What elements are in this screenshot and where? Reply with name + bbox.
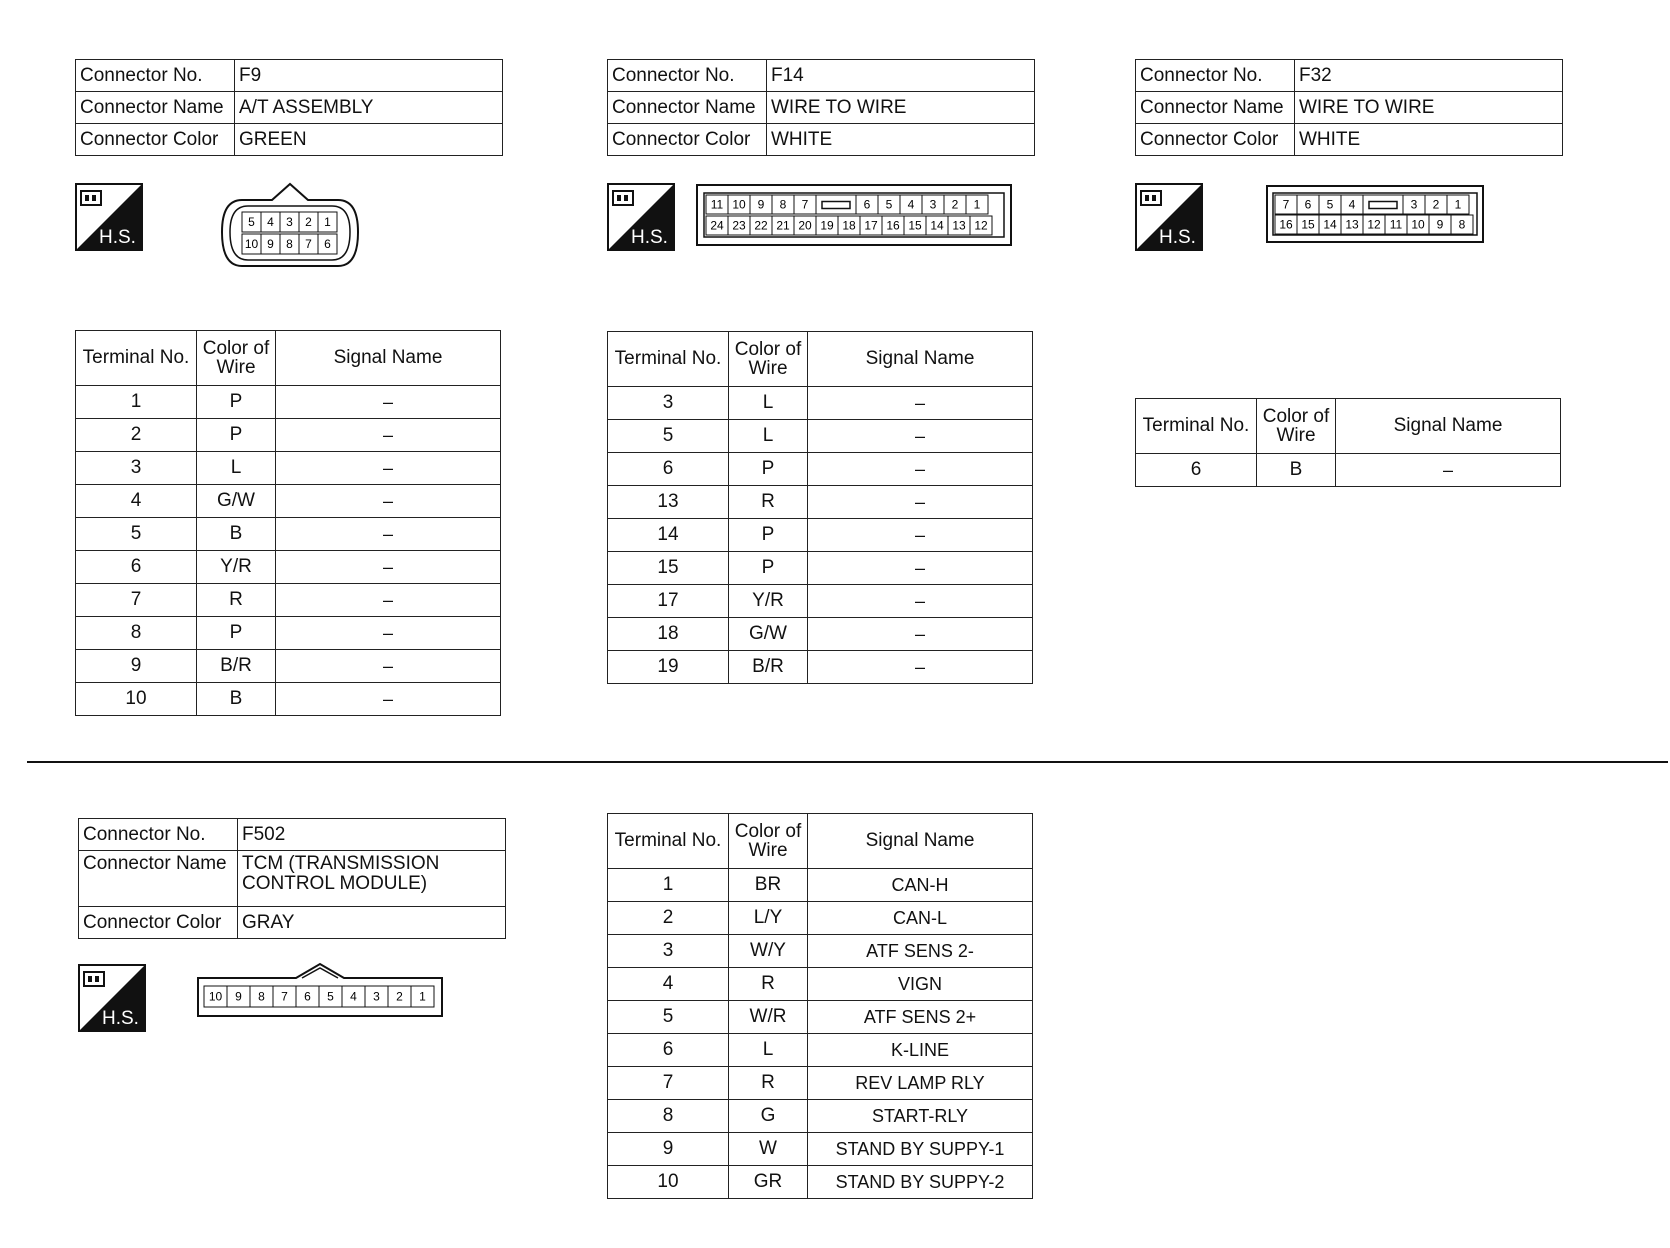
terminal-no-cell: 2 bbox=[76, 419, 197, 452]
pin-number: 9 bbox=[235, 989, 242, 1004]
terminal-table-f14 bbox=[607, 331, 1033, 684]
connector-color-value: GRAY bbox=[238, 907, 506, 939]
connector-color-label: Connector Color bbox=[608, 124, 767, 156]
pin-number: 9 bbox=[757, 197, 765, 212]
hs-icon bbox=[607, 183, 675, 251]
pin-number: 4 bbox=[350, 989, 357, 1004]
terminal-no-cell: 5 bbox=[76, 518, 197, 551]
wire-color-cell: L bbox=[729, 1034, 808, 1067]
table-row bbox=[608, 902, 1033, 935]
connector-name-value: WIRE TO WIRE bbox=[767, 92, 1035, 124]
terminal-no-cell: 3 bbox=[608, 387, 729, 420]
pin-number: 2 bbox=[1432, 197, 1440, 212]
wire-color-cell: P bbox=[729, 519, 808, 552]
signal-name-cell: ATF SENS 2+ bbox=[808, 1001, 1033, 1034]
signal-name-cell: CAN-L bbox=[808, 902, 1033, 935]
wire-color-cell: R bbox=[197, 584, 276, 617]
hs-label: H.S. bbox=[99, 227, 136, 248]
connector-face-f14 bbox=[695, 183, 1013, 247]
pin-number: 5 bbox=[1326, 197, 1334, 212]
table-row bbox=[76, 485, 501, 518]
pin-number: 6 bbox=[304, 989, 311, 1004]
terminal-no-cell: 1 bbox=[76, 386, 197, 419]
wire-color-cell: G bbox=[729, 1100, 808, 1133]
connector-info-f32 bbox=[1135, 59, 1563, 156]
connector-no-value: F502 bbox=[238, 819, 506, 851]
wire-color-header: Color of Wire bbox=[729, 332, 808, 387]
signal-name-cell: – bbox=[808, 618, 1033, 651]
wire-color-cell: P bbox=[729, 552, 808, 585]
terminal-no-cell: 6 bbox=[608, 1034, 729, 1067]
signal-name-cell: – bbox=[276, 584, 501, 617]
table-row bbox=[608, 651, 1033, 684]
connector-info-f14 bbox=[607, 59, 1035, 156]
table-row bbox=[608, 552, 1033, 585]
wire-color-cell: L bbox=[197, 452, 276, 485]
pin-number: 3 bbox=[286, 215, 293, 229]
terminal-no-cell: 3 bbox=[608, 935, 729, 968]
terminal-no-cell: 6 bbox=[608, 453, 729, 486]
table-row bbox=[608, 935, 1033, 968]
signal-name-cell: – bbox=[276, 683, 501, 716]
pin-number: 19 bbox=[820, 218, 834, 233]
terminal-no-cell: 10 bbox=[608, 1166, 729, 1199]
terminal-no-cell: 4 bbox=[76, 485, 197, 518]
connector-color-value: GREEN bbox=[235, 124, 503, 156]
connector-name-value: WIRE TO WIRE bbox=[1295, 92, 1563, 124]
connector-no-value: F32 bbox=[1295, 60, 1563, 92]
pin-number: 6 bbox=[1304, 197, 1312, 212]
connector-no-label: Connector No. bbox=[76, 60, 235, 92]
hs-icon bbox=[78, 964, 146, 1032]
wire-color-cell: BR bbox=[729, 869, 808, 902]
pin-number: 11 bbox=[1389, 217, 1403, 232]
pin-number: 15 bbox=[908, 218, 922, 233]
wire-color-cell: P bbox=[197, 617, 276, 650]
signal-name-cell: – bbox=[808, 453, 1033, 486]
wire-color-cell: B/R bbox=[197, 650, 276, 683]
connector-name-value: A/T ASSEMBLY bbox=[235, 92, 503, 124]
signal-name-cell: – bbox=[276, 452, 501, 485]
terminal-no-header: Terminal No. bbox=[76, 331, 197, 386]
pin-number: 12 bbox=[1367, 217, 1381, 232]
table-row bbox=[608, 1034, 1033, 1067]
pin-number: 5 bbox=[248, 215, 255, 229]
pin-number: 3 bbox=[1410, 197, 1418, 212]
terminal-table-f9 bbox=[75, 330, 501, 716]
pin-number: 4 bbox=[907, 197, 915, 212]
terminal-no-header: Terminal No. bbox=[608, 332, 729, 387]
signal-name-cell: VIGN bbox=[808, 968, 1033, 1001]
pin-number: 16 bbox=[886, 218, 900, 233]
table-row bbox=[608, 1001, 1033, 1034]
terminal-no-cell: 4 bbox=[608, 968, 729, 1001]
wire-color-cell: W bbox=[729, 1133, 808, 1166]
pin-number: 4 bbox=[1348, 197, 1356, 212]
wire-color-header: Color of Wire bbox=[197, 331, 276, 386]
pin-number: 23 bbox=[732, 218, 746, 233]
connector-face-f9 bbox=[218, 182, 363, 270]
terminal-no-cell: 8 bbox=[608, 1100, 729, 1133]
connector-color-label: Connector Color bbox=[76, 124, 235, 156]
connector-info-f502 bbox=[78, 818, 506, 939]
terminal-no-cell: 7 bbox=[608, 1067, 729, 1100]
terminal-no-header: Terminal No. bbox=[608, 814, 729, 869]
table-row bbox=[76, 386, 501, 419]
pin-number: 17 bbox=[864, 218, 878, 233]
terminal-no-cell: 1 bbox=[608, 869, 729, 902]
signal-name-cell: – bbox=[808, 651, 1033, 684]
pin-number: 14 bbox=[1323, 217, 1337, 232]
wire-color-cell: L bbox=[729, 420, 808, 453]
connector-key-icon bbox=[822, 202, 850, 209]
pin-number: 13 bbox=[952, 218, 966, 233]
table-row bbox=[608, 420, 1033, 453]
wire-color-cell: R bbox=[729, 1067, 808, 1100]
pin-number: 7 bbox=[801, 197, 809, 212]
signal-name-cell: STAND BY SUPPY-2 bbox=[808, 1166, 1033, 1199]
table-row bbox=[76, 518, 501, 551]
connector-color-value: WHITE bbox=[767, 124, 1035, 156]
wire-color-cell: R bbox=[729, 486, 808, 519]
terminal-no-cell: 13 bbox=[608, 486, 729, 519]
terminal-no-cell: 10 bbox=[76, 683, 197, 716]
signal-name-header: Signal Name bbox=[808, 332, 1033, 387]
table-row bbox=[608, 1166, 1033, 1199]
wire-color-cell: W/R bbox=[729, 1001, 808, 1034]
pin-number: 10 bbox=[208, 989, 223, 1004]
table-row bbox=[608, 453, 1033, 486]
pin-number: 15 bbox=[1301, 217, 1315, 232]
pin-number: 7 bbox=[281, 989, 288, 1004]
terminal-no-cell: 5 bbox=[608, 420, 729, 453]
pin-number: 1 bbox=[324, 215, 331, 229]
wire-color-cell: Y/R bbox=[729, 585, 808, 618]
pin-number: 1 bbox=[1454, 197, 1462, 212]
pin-number: 2 bbox=[951, 197, 959, 212]
wire-color-header: Color of Wire bbox=[729, 814, 808, 869]
connector-name-label: Connector Name bbox=[76, 92, 235, 124]
table-row bbox=[608, 869, 1033, 902]
wire-color-cell: B/R bbox=[729, 651, 808, 684]
connector-name-label: Connector Name bbox=[1136, 92, 1295, 124]
pin-number: 14 bbox=[930, 218, 944, 233]
pin-number: 1 bbox=[419, 989, 426, 1004]
pin-number: 5 bbox=[885, 197, 893, 212]
signal-name-cell: – bbox=[808, 519, 1033, 552]
pin-number: 7 bbox=[1282, 197, 1290, 212]
signal-name-cell: – bbox=[276, 650, 501, 683]
signal-name-cell: START-RLY bbox=[808, 1100, 1033, 1133]
pin-number: 18 bbox=[842, 218, 856, 233]
table-row bbox=[608, 585, 1033, 618]
pin-number: 5 bbox=[327, 989, 334, 1004]
signal-name-header: Signal Name bbox=[808, 814, 1033, 869]
wire-color-cell: R bbox=[729, 968, 808, 1001]
signal-name-cell: – bbox=[276, 551, 501, 584]
connector-no-value: F9 bbox=[235, 60, 503, 92]
table-row bbox=[76, 650, 501, 683]
table-row bbox=[608, 1067, 1033, 1100]
terminal-no-cell: 18 bbox=[608, 618, 729, 651]
pin-number: 24 bbox=[710, 218, 724, 233]
pin-number: 7 bbox=[305, 237, 312, 251]
signal-name-cell: – bbox=[276, 386, 501, 419]
connector-face-f32 bbox=[1265, 184, 1485, 244]
pin-number: 10 bbox=[244, 237, 259, 251]
table-row bbox=[608, 486, 1033, 519]
hs-label: H.S. bbox=[102, 1008, 139, 1029]
wire-color-cell: L bbox=[729, 387, 808, 420]
terminal-no-cell: 9 bbox=[608, 1133, 729, 1166]
wire-color-cell: GR bbox=[729, 1166, 808, 1199]
terminal-no-cell: 7 bbox=[76, 584, 197, 617]
connector-no-label: Connector No. bbox=[608, 60, 767, 92]
terminal-no-cell: 8 bbox=[76, 617, 197, 650]
signal-name-cell: REV LAMP RLY bbox=[808, 1067, 1033, 1100]
hs-icon bbox=[75, 183, 143, 251]
pin-number: 20 bbox=[798, 218, 812, 233]
signal-name-cell: K-LINE bbox=[808, 1034, 1033, 1067]
signal-name-cell: – bbox=[808, 552, 1033, 585]
signal-name-cell: – bbox=[1336, 454, 1561, 487]
connector-no-value: F14 bbox=[767, 60, 1035, 92]
wire-color-cell: P bbox=[197, 419, 276, 452]
pin-number: 13 bbox=[1345, 217, 1359, 232]
pin-number: 8 bbox=[286, 237, 293, 251]
pin-number: 8 bbox=[1458, 217, 1466, 232]
wire-color-cell: L/Y bbox=[729, 902, 808, 935]
pin-number: 9 bbox=[267, 237, 274, 251]
hs-label: H.S. bbox=[1159, 227, 1196, 248]
pin-number: 21 bbox=[776, 218, 790, 233]
pin-number: 4 bbox=[267, 215, 274, 229]
connector-key-icon bbox=[1369, 202, 1397, 209]
table-row bbox=[608, 1100, 1033, 1133]
pin-number: 2 bbox=[396, 989, 403, 1004]
table-row bbox=[608, 968, 1033, 1001]
terminal-no-cell: 9 bbox=[76, 650, 197, 683]
connector-info-f9 bbox=[75, 59, 503, 156]
connector-color-label: Connector Color bbox=[79, 907, 238, 939]
terminal-no-cell: 6 bbox=[1136, 454, 1257, 487]
table-row bbox=[608, 1133, 1033, 1166]
pin-number: 22 bbox=[754, 218, 768, 233]
table-row bbox=[76, 683, 501, 716]
terminal-no-cell: 14 bbox=[608, 519, 729, 552]
connector-color-value: WHITE bbox=[1295, 124, 1563, 156]
pin-number: 1 bbox=[973, 197, 981, 212]
terminal-no-cell: 2 bbox=[608, 902, 729, 935]
pin-number: 12 bbox=[974, 218, 988, 233]
wire-color-cell: B bbox=[1257, 454, 1336, 487]
signal-name-cell: STAND BY SUPPY-1 bbox=[808, 1133, 1033, 1166]
pin-number: 8 bbox=[779, 197, 787, 212]
wire-color-cell: P bbox=[729, 453, 808, 486]
pin-number: 16 bbox=[1279, 217, 1293, 232]
table-row bbox=[76, 584, 501, 617]
terminal-table-f502 bbox=[607, 813, 1033, 1199]
hs-icon bbox=[1135, 183, 1203, 251]
terminal-no-cell: 19 bbox=[608, 651, 729, 684]
signal-name-cell: CAN-H bbox=[808, 869, 1033, 902]
signal-name-cell: – bbox=[808, 420, 1033, 453]
connector-name-label: Connector Name bbox=[79, 851, 238, 907]
hs-label: H.S. bbox=[631, 227, 668, 248]
terminal-table-f32 bbox=[1135, 398, 1561, 487]
signal-name-cell: – bbox=[276, 419, 501, 452]
terminal-no-cell: 17 bbox=[608, 585, 729, 618]
terminal-no-cell: 3 bbox=[76, 452, 197, 485]
table-row bbox=[76, 452, 501, 485]
table-row bbox=[608, 519, 1033, 552]
terminal-no-cell: 6 bbox=[76, 551, 197, 584]
section-divider bbox=[27, 761, 1668, 763]
table-row bbox=[76, 551, 501, 584]
table-row bbox=[76, 419, 501, 452]
table-row bbox=[608, 618, 1033, 651]
wire-color-header: Color of Wire bbox=[1257, 399, 1336, 454]
pin-number: 11 bbox=[710, 197, 724, 212]
signal-name-cell: ATF SENS 2- bbox=[808, 935, 1033, 968]
pin-number: 10 bbox=[1411, 217, 1425, 232]
pin-number: 8 bbox=[258, 989, 265, 1004]
pin-number: 3 bbox=[373, 989, 380, 1004]
pin-number: 10 bbox=[732, 197, 746, 212]
connector-no-label: Connector No. bbox=[79, 819, 238, 851]
terminal-no-cell: 5 bbox=[608, 1001, 729, 1034]
connector-name-label: Connector Name bbox=[608, 92, 767, 124]
signal-name-header: Signal Name bbox=[1336, 399, 1561, 454]
table-row bbox=[1136, 454, 1561, 487]
signal-name-cell: – bbox=[276, 518, 501, 551]
signal-name-cell: – bbox=[808, 387, 1033, 420]
table-row bbox=[76, 617, 501, 650]
pin-number: 6 bbox=[324, 237, 331, 251]
terminal-no-header: Terminal No. bbox=[1136, 399, 1257, 454]
terminal-no-cell: 15 bbox=[608, 552, 729, 585]
signal-name-cell: – bbox=[276, 485, 501, 518]
wire-color-cell: B bbox=[197, 518, 276, 551]
signal-name-cell: – bbox=[808, 585, 1033, 618]
wire-color-cell: P bbox=[197, 386, 276, 419]
pin-number: 2 bbox=[305, 215, 312, 229]
pin-number: 3 bbox=[929, 197, 937, 212]
signal-name-cell: – bbox=[808, 486, 1033, 519]
wire-color-cell: B bbox=[197, 683, 276, 716]
table-row bbox=[608, 387, 1033, 420]
wire-color-cell: Y/R bbox=[197, 551, 276, 584]
signal-name-header: Signal Name bbox=[276, 331, 501, 386]
signal-name-cell: – bbox=[276, 617, 501, 650]
connector-face-f502 bbox=[196, 962, 444, 1018]
pin-number: 9 bbox=[1436, 217, 1444, 232]
connector-color-label: Connector Color bbox=[1136, 124, 1295, 156]
pin-number: 6 bbox=[863, 197, 871, 212]
wire-color-cell: W/Y bbox=[729, 935, 808, 968]
connector-name-value: TCM (TRANSMISSION CONTROL MODULE) bbox=[238, 851, 506, 907]
wire-color-cell: G/W bbox=[729, 618, 808, 651]
wire-color-cell: G/W bbox=[197, 485, 276, 518]
connector-no-label: Connector No. bbox=[1136, 60, 1295, 92]
